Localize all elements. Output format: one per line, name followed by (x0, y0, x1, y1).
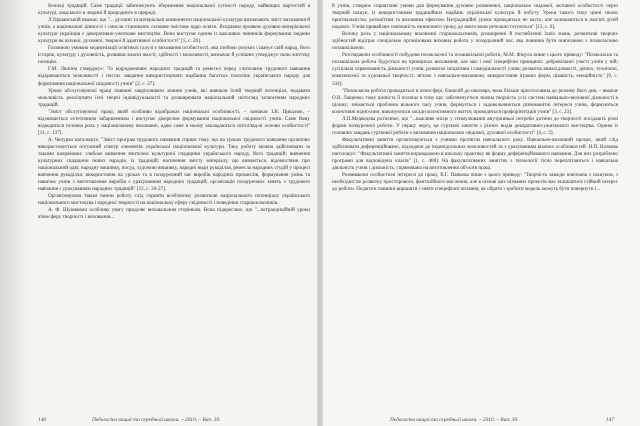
left-text-column (38, 3, 310, 221)
page-edge-shadow (0, 0, 30, 426)
paragraph: Головною умовою модернізації освітньої галузі є виховання особистості, яка глибоко розуміє і шанує свій народ, його історію, культуру і духовність, розвиває власні якості, здібності і можливості, визначає й успішно утверджує свою життєву позицію. (38, 45, 310, 66)
paragraph: Уроки обслуговуючої праці повинні закріплювати знання учнів, які вивчали їхній творчий потенціал, надавати можливість реалізувати їхні творчі індивідуальності та розширювати національний світогляд засвоєнням народних традицій. (38, 87, 310, 108)
paragraph: Л.Оршанський вважає, що "... духовні та матеріальні компоненти національної культури визначають зміст виховання й учнів, а національні цінності і смисли становлять основне змістове ядро освіти. Яскравим проявом духовно-матеріальної культури українців є декоративно-ужиткове мистецтво. Воно виступає одним із важливих чинників формування людини культури як вільної, духовної, творчої й адаптивної особистості" [5, с. 20]. (38, 17, 310, 45)
paragraph: Організовуючи таким чином роботу слід сприяти всебічному розвиткові національного потенціалу українського національного мистецтва і народної творчості на національну сферу свідомості і поведінки старшокласників. (38, 193, 310, 207)
paragraph: "Зміст обслуговуючої праці, який особливо відображає національні особливості, – зазначає І.В. Цикалюк, – відзначається естетичним забарвленням і виступає джерелом формування національної свідомості учнів. Саме йому відводиться головна роль у національному вихованні, адже саме в ньому закладаються світогляд.ні основи особистості" [11, с. 137]. (38, 108, 310, 136)
page-number: 146 (38, 417, 47, 423)
paragraph: безпеці традицій. Саме традиції забезпечують збереження національної сутності народу, найвищих вартостей в культурі, людського в людині й природного в природі. (38, 3, 310, 17)
running-footer: Педагогіка вищої та середньої школи. – 2010. – Вип. 30. (92, 417, 221, 423)
paragraph: Л.П.Медведєва роз'яснює, що "...важливе місце у стимулюванні внутрішньої потреби дитини до творчості посідають різні форми позаурочної роботи. У першу чергу, це гурткові заняття з різних видів декоративно-ужиткового мистецтва. Одним із головних завдань гурткової роботи є виховання національно свідомої, духовної особистості" [4, с. 2]. (332, 115, 618, 136)
right-text-column (332, 3, 618, 193)
book-gutter (317, 0, 323, 426)
paragraph: Факультативні заняття організовуються з учнями протягом навчального року. Навчально-виховний процес, який слід здійснювати диференційовано, підходячи до індивідуальних можливостей та з урахуванням вікових особливостей. Н.П. Волкова наголошує: "Факультативні заняття впроваджено в шкільну практику як форму диференційованого навчання. Для них розроблено програми для відповідних класів" [1, с. 400]. На факультативних заняттях з технології тісно переплітаються і навчальна діяльність учнів і діяльність, спрямована на виготовлення об'єктів праці. (332, 136, 618, 172)
paragraph: А. Ф. Шушкевич особливу увагу приділяє виховальним сторінкам. Вона підкреслює, що "...петраидиційній уроки атмосферу творчості і виховання... (38, 207, 310, 221)
running-footer: Педагогіка вищої та середньої школи. – 2010. – Вип. 30. (390, 417, 519, 423)
paragraph: Розглядаючи особливості побудови позакласної та позашкільної роботи, М.М. Фіцула пише з цього приводу: "Позакласна та позашкільна робота будується на принципах виховання, але має і свої специфічні принципи: добровільної участі учнів у ній; суспільна спрямованість діяльності учнів; розвиток ініціативи і самодіяльності учнів; розвиток винахідливості, діячих, технічної, комплексної та художньої творчості; зв'язок з навчально-виховною; використання ігрових форм, цікавість, емоційність" [9, с. 334]. (332, 52, 618, 87)
page-number: 147 (605, 417, 614, 423)
paragraph: А. Чепурко наголошує: "Зміст програм трудового навчання сприяє тому, що на уроках трудового навчання органічно використовується потужний спектр елементів української національної культури. Таку роботу можна здійснювати за такими напрямами: глибоке вивчення вчителем культурної спадщини українського народу, його традицій; вивчення культурних спадщини інших народів, їх традицій; насичення змісту матеріалу, що вивчається, відомостями про національний одяг, народну вишивку, посуд, художню вишивку, народні види рукоділля, ремесла народних студій у процесі вивчення рукоділля; використання на уроках та в позаурочний час виробів народних промислів, формування умінь та навичок учнів з виготовлення виробів з урахуванням народних традицій; організація позаурочних занять з трудового навчання з урахуванням народних традицій" [12, с. 26-27]. (38, 136, 310, 193)
paragraph: й учнів, створює сприятливі умови для формування духовно розвиненої, національно свідомої, активної особистості через творчий пошук, із використанням традиційних надбань української культури й побуту. Уроки такого типу цінні своєю оригінальністю, розмаїттям та виховним ефектом. Нетрадиційні уроки проводяться не часто, але залишаються в пам'яті дітей надовго. Учнів приваблює святковість незвичного уроку, до якого вони ретельно готуються" [13, с. 8]. (332, 3, 618, 31)
paragraph: Розвиваючи особистісні інтереси до праці, В.Г. Панкова пише з цього приводу: "Творчість завжди пов'язана з пошуком, з необхідністю розвитку просторового, фантазійного мислення, але в основі цих пізнаних проектів має залишатися стійкий інтерес до роботи. Педагоги повинні вирішити і зняти специфічні питання, як обрати і зробити модель можуть бути повернути і... (332, 172, 618, 193)
paragraph: Г.М. Люпіна стверджує: "Із відродженням народних традицій та ремесел перед учителями трудового навчання відкриваються можливості і постає завдання використовувати надбання багатьох поколінь українського народу для формування національної свідомості учнів" [2, с. 27]. (38, 66, 310, 87)
right-page (320, 0, 640, 426)
paragraph: "Позакласна робота проводиться в атмосфері, ближчій до школяра, вона більше пристосована до режиму його дня, – вважає О.В. Лащенко, тому цінність її полягає в тому що: забезпечується значна творчість усіх системі навчально-виховної діяльності в цілому; знімається проблема вільного часу учнів, формується і задовольняються різноманітні інтереси учнів, формуються колективні відносини, виконуються засади колективного життя; проводиться профорієнтація учнів" [3, с. 23]. (332, 87, 618, 115)
paragraph: Велику роль у національному вихованні старшокласників, розширенні й поглибленні їхніх знань, розвиткові творчих здібностей відіграє спеціально організована виховна робота у позаурочний час, яка повинна бути пов'язаною з позакласною позашкільною. (332, 31, 618, 52)
